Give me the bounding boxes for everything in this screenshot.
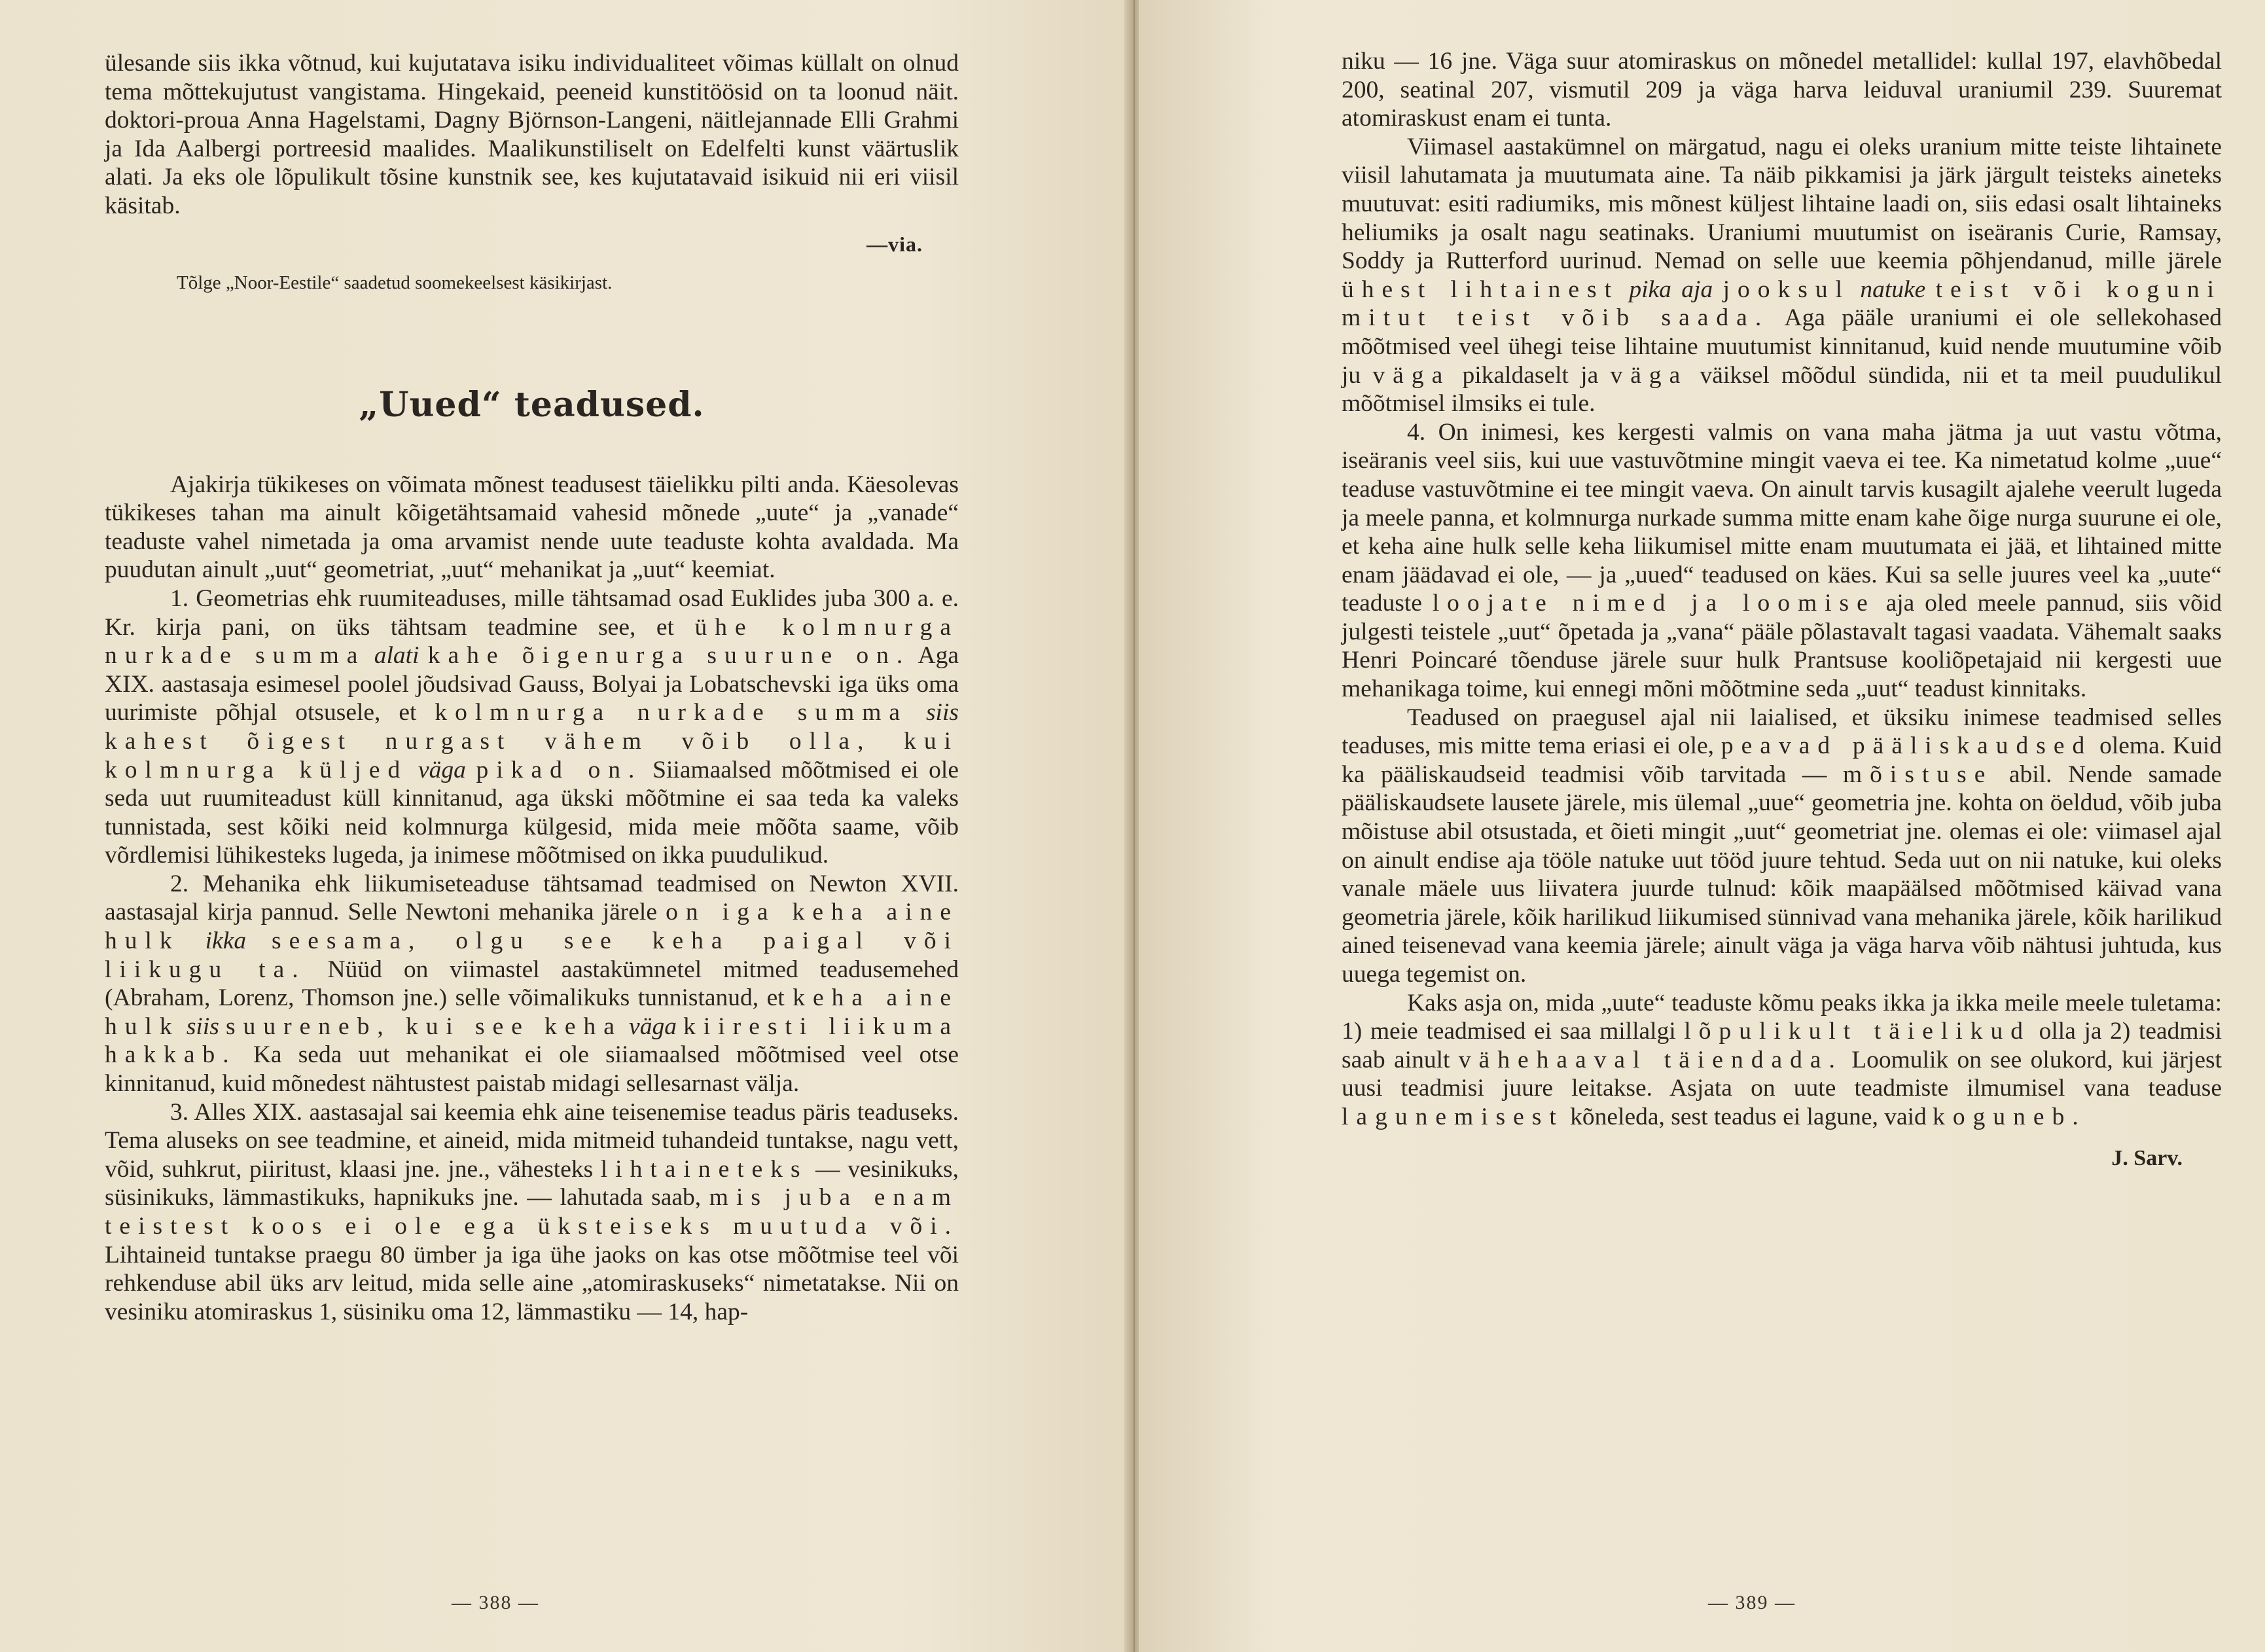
- author-signature-sarv: J. Sarv.: [2111, 1145, 2183, 1170]
- page-number-389: — 389 —: [1708, 1592, 1796, 1613]
- page-number-388: — 388 —: [452, 1592, 539, 1613]
- author-signature-via: —via.: [866, 232, 923, 256]
- right-page: [1139, 0, 2265, 1652]
- paragraph-mechanics: 2. Mehanika ehk liikumiseteaduse tähtsamad teadmised on Newton XVII. aastasajal kirja pannud. Selle Newtoni mehanika järele on iga keha aine hulk ikka seesama, olgu see keha paigal või liikugu ta. Nüüd on viimastel aastakümnetel mitmed teadusemehed (Abraham, Lorenz, Thomson jne.) selle võimalikuks tunnistanud, et keha aine hulk siis suureneb, kui see keha väga kiiresti liikuma hakkab. Ka seda uut mehanikat ei ole siiamaalsed mõõtmised veel otse kinnitanud, kuid mõnedest nähtustest paistab midagi sellesarnast välja.: [105, 870, 959, 1098]
- translation-note: Tõlge „Noor-Eestile“ saadetud soomekeelsest käsikirjast.: [177, 272, 613, 293]
- opening-paragraph: ülesande siis ikka võtnud, kui kujutatava isiku individualiteet võimas küllalt on olnud tema mõttekujutust vangistama. Hingekaid, peeneid kunstitöösid on ta loonud näit. doktori-proua Anna Hagelstami, Dagny Björnson-Langeni, näitlejannade Elli Grahmi ja Ida Aalbergi portreesid maalides. Maalikunstiliselt on Edelfelti kunst väärtuslik alati. Ja eks ole lõpulikult tõsine kunstnik see, kes kujutatavaid isikuid nii eri viisil käsitab.: [105, 50, 959, 219]
- paragraph-superficial: Teadused on praegusel ajal nii laialised, et üksiku inimese teadmised selles teaduses, mis mitte tema eriasi ei ole, peavad pääliskaudsed olema. Kuid ka pääliskaudseid teadmisi võib tarvitada — mõistuse abil. Nende samade pääliskaudsete lausete järele, mis ülemal „uue“ geometria jne. kohta on öeldud, võib juba mõistuse abil otsustada, et õieti mingit „uut“ geometriat jne. olemas ei ole: viimasel ajal on ainult endise aja tööle natuke uut tööd juure tehtud. Seda uut on nii natuke, kui oleks vanale mäele uus liivatera juurde tulnud: kõik maapäälsed mõõtmised käivad vana geometria järele, kõik harilikud liikumised sünnivad vana mehanika järele, kõik harilikud ained teisenevad vana keemia järele; ainult väga ja väga harva võib nähtusi juhtuda, kus uuega tegemist on.: [1342, 704, 2222, 988]
- right-column: [1342, 47, 2222, 1171]
- paragraph-intro: Ajakirja tükikeses on võimata mõnest teadusest täielikku pilti anda. Käesolevas tükikeses tahan ma ainult kõigetähtsamaid vahesid mõnede „uute“ ja „vanade“ teaduste vahel nimetada ja oma arvamist nende uute teaduste kohta avaldada. Ma puudutan ainult „uut“ geometriat, „uut“ mehanikat ja „uut“ keemiat.: [105, 471, 959, 584]
- paragraph-people: 4. On inimesi, kes kergesti valmis on vana maha jätma ja uut vastu võtma, iseäranis veel siis, kui uue vastuvõtmine mingit vaeva ei tee. Ka nimetatud kolme „uue“ teaduse vastuvõtmine ei tee mingit vaeva. On ainult tarvis kusagilt ajalehe veerult lugeda ja meele panna, et kolmnurga nurkade summa mitte enam kahe õige nurga suurune ei ole, et keha aine hulk selle keha liikumisel mitte enam muutumata ei jää, et lihtained mitte enam jäädavad ei ole, — ja „uued“ teadused on käes. Kui sa selle juures veel ka „uute“ teaduste loojate nimed ja loomise aja oled meele pannud, siis võid julgesti teistele „uut“ õpetada ja „vana“ pääle põlastavalt tagasi vaadata. Vähemalt saaks Henri Poincaré tõenduse järele suur hulk Prantsuse kooliõpetajaid nii kergesti uue mehanikaga toime, kui ennegi mõni mõõtmine seda „uut“ teadust kinnitaks.: [1342, 418, 2222, 703]
- paragraph-atomic-weights: niku — 16 jne. Väga suur atomiraskus on mõnedel metallidel: kullal 197, elavhõbedal 200, seatinal 207, vismutil 209 ja väga harva leiduval uraniumil 239. Suuremat atomiraskust enam ei tunta.: [1342, 48, 2222, 132]
- paragraph-chemistry: 3. Alles XIX. aastasajal sai keemia ehk aine teisenemise teadus päris teaduseks. Tema aluseks on see teadmine, et aineid, mida mitmeid tuhandeid tuntakse, nagu vett, võid, suhkrut, piiritust, klaasi jne. jne., vähesteks lihtaineteks — vesinikuks, süsinikuks, lämmastikuks, hapnikuks jne. — lahutada saab, mis juba enam teistest koos ei ole ega üksteiseks muutuda või. Lihtaineid tuntakse praegu 80 ümber ja iga ühe jaoks on kas otse mõõtmise teel või rehkenduse abil üks arv leitud, mida selle aine „atomiraskuseks“ nimetatakse. Nii on vesiniku atomiraskus 1, süsiniku oma 12, lämmastiku — 14, hap-: [105, 1098, 959, 1325]
- paragraph-uranium: Viimasel aastakümnel on märgatud, nagu ei oleks uranium mitte teiste lihtainete viisil lahutamata ja muutumata aine. Ta näib pikkamisi ja järk järgult teisteks aineteks muutuvat: esiti radiumiks, mis mõnest küljest lihtaine laadi on, siis edasi osalt lihtaineks heliumiks ja osalt nagu seatinaks. Uraniumi muutumist on iseäranis Curie, Ramsay, Soddy ja Rutterford uurinud. Nemad on selle uue keemia põhjendanud, mille järele ühest lihtainest pika aja jooksul natuke teist või koguni mitut teist võib saada. Aga pääle uraniumi ei ole sellekohased mõõtmised veel ühegi teise lihtaine muutumist kinnitanud, kuid nende muutumine võib ju väga pikaldaselt ja väga väiksel mõõdul sündida, nii et ta meil puudulikul mõõtmisel ilmsiks ei tule.: [1342, 133, 2222, 418]
- left-page: [0, 0, 1129, 1652]
- paragraph-conclusion: Kaks asja on, mida „uute“ teaduste kõmu peaks ikka ja ikka meile meele tuletama: 1) meie teadmised ei saa millalgi lõpulikult täielikud olla ja 2) teadmisi saab ainult vähehaaval täiendada. Loomulik on see olukord, kui järjest uusi teadmisi juure leitakse. Asjata on uute teadmiste ilmumisel vana teaduse lagunemisest kõneleda, sest teadus ei lagune, vaid koguneb.: [1342, 989, 2222, 1130]
- paragraph-geometry: 1. Geometrias ehk ruumiteaduses, mille tähtsamad osad Euklides juba 300 a. e. Kr. kirja pani, on üks tähtsam teadmine see, et ühe kolmnurga nurkade summa alati kahe õigenurga suurune on. Aga XIX. aastasaja esimesel poolel jõudsivad Gauss, Bolyai ja Lobatschevski iga üks oma uurimiste põhjal otsusele, et kolmnurga nurkade summa siis kahest õigest nurgast vähem võib olla, kui kolmnurga küljed väga pikad on. Siiamaalsed mõõtmised ei ole seda uut ruumiteadust küll kinnitanud, aga ükski mõõtmine ei saa teda ka valeks tunnistada, sest kõiki neid kolmnurga külgesid, mida meie mõõta saame, võib võrdlemisi lühikesteks lugeda, ja inimese mõõtmised on ikka puudulikud.: [105, 584, 959, 869]
- left-column: [105, 49, 959, 1326]
- article-title: „Uued“ teadused.: [359, 384, 705, 425]
